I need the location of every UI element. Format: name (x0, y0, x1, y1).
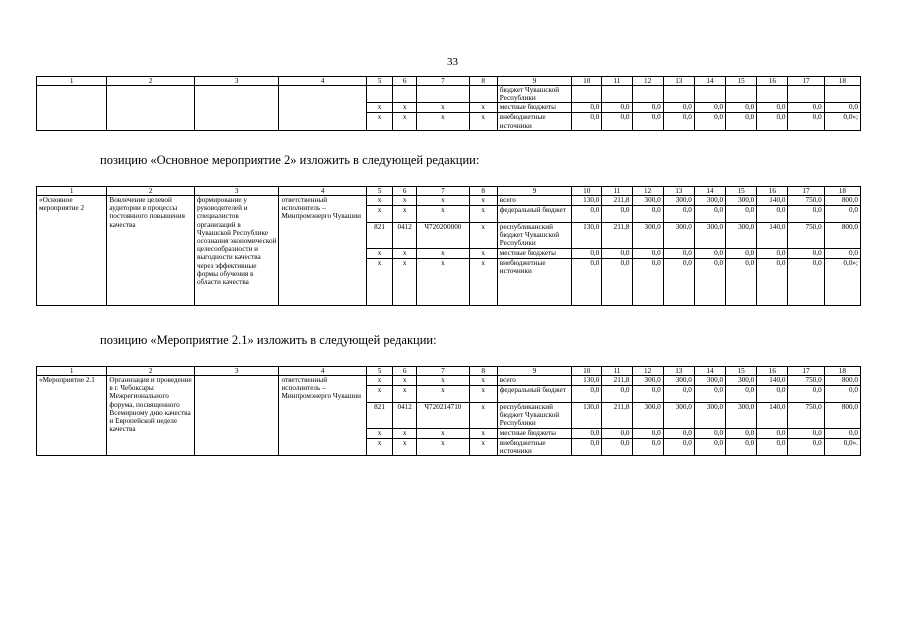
amount-cell: 300,0 (694, 376, 725, 386)
column-number-row (37, 77, 861, 86)
funding-source-cell: республиканский бюджет Чувашской Республики (497, 223, 571, 249)
kbk-target-code-cell: x (417, 376, 469, 386)
column-number: 11 (602, 77, 632, 86)
column-number: 14 (694, 367, 725, 376)
column-number: 4 (279, 77, 367, 86)
kbk-gov-code-cell: x (366, 248, 392, 258)
column-number: 9 (497, 187, 571, 196)
amount-cell: 0,0 (788, 103, 824, 113)
amount-cell: 0,0 (572, 248, 602, 258)
kbk-gov-code-cell (366, 86, 392, 103)
kbk-section-cell: x (393, 386, 417, 403)
kbk-target-code-cell: x (417, 386, 469, 403)
amount-cell: 0,0 (788, 258, 824, 305)
column-number: 9 (497, 77, 571, 86)
activity-goal-cell: формирование у руководителей и специалистов организаций в Чувашской Республике осознания экономической целесообразности и выгодности качества через эффективные формы обучения в области качества (194, 196, 279, 306)
amount-cell: 0,0 (694, 206, 725, 223)
activity-name-cell: «Основное мероприятие 2 (37, 196, 107, 306)
kbk-target-code-cell: Ч720214710 (417, 403, 469, 429)
column-number: 14 (694, 77, 725, 86)
column-number: 4 (279, 367, 367, 376)
column-number: 11 (602, 367, 632, 376)
kbk-target-code-cell: x (417, 113, 469, 130)
amount-cell: 300,0 (632, 376, 663, 386)
amount-cell: 0,0 (726, 386, 757, 403)
amount-cell: 0,0 (694, 428, 725, 438)
responsible-executor-cell: ответственный исполнитель – Минпромэнерго Чувашии (279, 196, 367, 306)
column-number: 8 (469, 77, 497, 86)
amount-cell: 750,0 (788, 376, 824, 386)
column-number: 5 (366, 77, 392, 86)
amount-cell: 0,0 (694, 248, 725, 258)
amount-cell: 130,0 (572, 376, 602, 386)
kbk-expense-type-cell: x (469, 103, 497, 113)
column-number: 2 (107, 77, 195, 86)
kbk-expense-type-cell: x (469, 248, 497, 258)
amount-cell (757, 86, 788, 103)
amount-cell: 211,8 (602, 403, 632, 429)
empty-cell (107, 86, 195, 131)
amount-cell: 0,0 (572, 103, 602, 113)
amount-cell: 300,0 (663, 196, 694, 206)
kbk-expense-type-cell: x (469, 206, 497, 223)
amount-cell: 0,0 (572, 438, 602, 455)
amount-cell (572, 86, 602, 103)
column-number: 7 (417, 77, 469, 86)
amount-cell: 0,0 (726, 258, 757, 305)
budget-table-main-activity-2 (36, 186, 861, 306)
amount-cell: 300,0 (663, 403, 694, 429)
column-number: 16 (757, 187, 788, 196)
amount-cell: 0,0 (572, 428, 602, 438)
column-number-row (37, 367, 861, 376)
funding-source-cell: всего (497, 196, 571, 206)
kbk-gov-code-cell: x (366, 438, 392, 455)
amount-cell: 0,0 (632, 113, 663, 130)
funding-source-cell: всего (497, 376, 571, 386)
column-number: 7 (417, 187, 469, 196)
amount-cell: 800,0 (824, 376, 860, 386)
amount-cell: 130,0 (572, 403, 602, 429)
amount-cell: 300,0 (694, 223, 725, 249)
column-number: 15 (726, 77, 757, 86)
kbk-section-cell: x (393, 258, 417, 305)
column-number: 13 (663, 367, 694, 376)
kbk-section-cell: 0412 (393, 403, 417, 429)
amount-cell: 300,0 (694, 196, 725, 206)
column-number: 6 (393, 187, 417, 196)
amount-cell: 0,0 (757, 386, 788, 403)
kbk-section-cell: x (393, 428, 417, 438)
amount-cell: 0,0 (572, 113, 602, 130)
amount-cell (632, 86, 663, 103)
kbk-expense-type-cell: x (469, 386, 497, 403)
kbk-expense-type-cell: x (469, 223, 497, 249)
column-number: 5 (366, 367, 392, 376)
amount-cell: 300,0 (726, 223, 757, 249)
activity-title-cell: Вовлечение целевой аудитории в процессы постоянного повышения качества (107, 196, 195, 306)
kbk-expense-type-cell: x (469, 438, 497, 455)
amount-cell: 0,0 (602, 386, 632, 403)
kbk-expense-type-cell: x (469, 428, 497, 438)
amount-cell (602, 86, 632, 103)
kbk-section-cell: x (393, 206, 417, 223)
amount-cell: 0,0 (788, 438, 824, 455)
column-number: 7 (417, 367, 469, 376)
amount-cell: 300,0 (663, 223, 694, 249)
amount-cell (824, 86, 860, 103)
heading-main-activity-2: позицию «Основное мероприятие 2» изложить в следующей редакции: (100, 153, 480, 167)
amount-cell: 0,0 (726, 103, 757, 113)
amount-cell (663, 86, 694, 103)
kbk-target-code-cell: x (417, 438, 469, 455)
amount-cell: 0,0 (726, 428, 757, 438)
column-number: 2 (107, 367, 195, 376)
column-number: 13 (663, 77, 694, 86)
amount-cell: 0,0 (602, 103, 632, 113)
activity-title-cell: Организация и проведение в г. Чебоксары Межрегионального форума, посвященного Всемирному дню качества и Европейской неделе качества (107, 376, 195, 456)
amount-cell: 800,0 (824, 196, 860, 206)
amount-cell: 0,0 (663, 258, 694, 305)
column-number-row (37, 187, 861, 196)
amount-cell: 140,0 (757, 403, 788, 429)
column-number: 3 (194, 367, 279, 376)
heading-activity-2-1: позицию «Мероприятие 2.1» изложить в следующей редакции: (100, 333, 437, 347)
amount-cell: 0,0 (694, 113, 725, 130)
amount-cell: 0,0 (632, 386, 663, 403)
empty-cell (194, 86, 279, 131)
kbk-expense-type-cell: x (469, 113, 497, 130)
column-number: 10 (572, 187, 602, 196)
funding-source-cell: внебюджетные источники (497, 258, 571, 305)
column-number: 15 (726, 187, 757, 196)
amount-cell: 211,8 (602, 376, 632, 386)
amount-cell: 0,0 (726, 438, 757, 455)
amount-cell: 750,0 (788, 196, 824, 206)
amount-cell: 0,0 (757, 113, 788, 130)
column-number: 16 (757, 367, 788, 376)
amount-cell: 130,0 (572, 196, 602, 206)
kbk-target-code-cell: Ч720200000 (417, 223, 469, 249)
column-number: 6 (393, 77, 417, 86)
amount-cell: 0,0 (694, 438, 725, 455)
activity-name-cell: «Мероприятие 2.1 (37, 376, 107, 456)
amount-cell: 0,0 (726, 206, 757, 223)
amount-cell: 0,0 (757, 206, 788, 223)
kbk-section-cell (393, 86, 417, 103)
kbk-target-code-cell: x (417, 428, 469, 438)
amount-cell: 0,0 (602, 258, 632, 305)
amount-cell: 750,0 (788, 403, 824, 429)
amount-cell: 0,0 (726, 248, 757, 258)
kbk-section-cell: x (393, 376, 417, 386)
amount-cell: 0,0»; (824, 113, 860, 130)
funding-source-cell: федеральный бюджет (497, 386, 571, 403)
table-row (37, 376, 861, 386)
column-number: 6 (393, 367, 417, 376)
column-number: 17 (788, 187, 824, 196)
amount-cell: 0,0 (824, 386, 860, 403)
column-number: 10 (572, 367, 602, 376)
amount-cell: 300,0 (663, 376, 694, 386)
column-number: 14 (694, 187, 725, 196)
kbk-target-code-cell: x (417, 206, 469, 223)
column-number: 12 (632, 187, 663, 196)
column-number: 15 (726, 367, 757, 376)
amount-cell: 800,0 (824, 223, 860, 249)
empty-cell (37, 86, 107, 131)
amount-cell: 300,0 (632, 403, 663, 429)
column-number: 18 (824, 77, 860, 86)
amount-cell: 0,0 (757, 248, 788, 258)
kbk-target-code-cell: x (417, 103, 469, 113)
budget-table-activity-2-1 (36, 366, 861, 456)
column-number: 5 (366, 187, 392, 196)
amount-cell: 130,0 (572, 223, 602, 249)
column-number: 4 (279, 187, 367, 196)
amount-cell (694, 86, 725, 103)
amount-cell: 140,0 (757, 223, 788, 249)
amount-cell: 0,0 (694, 258, 725, 305)
amount-cell: 0,0 (757, 258, 788, 305)
amount-cell: 0,0 (824, 428, 860, 438)
amount-cell: 0,0 (788, 113, 824, 130)
amount-cell: 0,0 (663, 113, 694, 130)
amount-cell: 0,0 (824, 248, 860, 258)
kbk-gov-code-cell: x (366, 376, 392, 386)
kbk-gov-code-cell: x (366, 103, 392, 113)
funding-source-cell: местные бюджеты (497, 103, 571, 113)
column-number: 12 (632, 77, 663, 86)
amount-cell: 140,0 (757, 376, 788, 386)
amount-cell: 300,0 (726, 196, 757, 206)
amount-cell: 300,0 (726, 376, 757, 386)
amount-cell: 0,0 (757, 428, 788, 438)
column-number: 8 (469, 367, 497, 376)
column-number: 18 (824, 187, 860, 196)
amount-cell: 0,0 (602, 438, 632, 455)
empty-cell (279, 86, 367, 131)
amount-cell: 0,0 (726, 113, 757, 130)
amount-cell: 0,0 (788, 206, 824, 223)
column-number: 10 (572, 77, 602, 86)
amount-cell: 750,0 (788, 223, 824, 249)
kbk-target-code-cell: x (417, 258, 469, 305)
kbk-expense-type-cell: x (469, 403, 497, 429)
amount-cell: 211,8 (602, 196, 632, 206)
amount-cell: 0,0». (824, 438, 860, 455)
amount-cell: 300,0 (632, 196, 663, 206)
kbk-gov-code-cell: x (366, 386, 392, 403)
kbk-gov-code-cell: x (366, 258, 392, 305)
amount-cell: 0,0»; (824, 258, 860, 305)
kbk-section-cell: x (393, 248, 417, 258)
amount-cell: 800,0 (824, 403, 860, 429)
amount-cell: 0,0 (757, 438, 788, 455)
amount-cell: 300,0 (726, 403, 757, 429)
amount-cell: 0,0 (572, 386, 602, 403)
column-number: 12 (632, 367, 663, 376)
kbk-expense-type-cell: x (469, 258, 497, 305)
amount-cell: 0,0 (602, 113, 632, 130)
kbk-section-cell: 0412 (393, 223, 417, 249)
amount-cell: 0,0 (663, 428, 694, 438)
kbk-target-code-cell (417, 86, 469, 103)
kbk-gov-code-cell: 821 (366, 223, 392, 249)
column-number: 18 (824, 367, 860, 376)
column-number: 1 (37, 367, 107, 376)
amount-cell: 0,0 (632, 428, 663, 438)
column-number: 16 (757, 77, 788, 86)
column-number: 17 (788, 367, 824, 376)
amount-cell: 0,0 (788, 386, 824, 403)
kbk-section-cell: x (393, 196, 417, 206)
amount-cell: 211,8 (602, 223, 632, 249)
funding-source-cell: местные бюджеты (497, 428, 571, 438)
amount-cell: 0,0 (663, 103, 694, 113)
responsible-executor-cell: ответственный исполнитель – Минпромэнерго Чувашии (279, 376, 367, 456)
table-row (37, 196, 861, 206)
funding-source-cell: республиканский бюджет Чувашской Республики (497, 403, 571, 429)
amount-cell: 0,0 (824, 103, 860, 113)
budget-table-continuation (36, 76, 861, 131)
amount-cell: 0,0 (788, 428, 824, 438)
amount-cell: 0,0 (572, 258, 602, 305)
amount-cell: 0,0 (757, 103, 788, 113)
amount-cell: 0,0 (788, 248, 824, 258)
column-number: 1 (37, 77, 107, 86)
funding-source-cell: внебюджетные источники (497, 438, 571, 455)
amount-cell (726, 86, 757, 103)
activity-goal-cell (194, 376, 279, 456)
kbk-expense-type-cell (469, 86, 497, 103)
column-number: 9 (497, 367, 571, 376)
amount-cell: 0,0 (602, 428, 632, 438)
amount-cell: 0,0 (632, 258, 663, 305)
kbk-section-cell: x (393, 438, 417, 455)
column-number: 11 (602, 187, 632, 196)
funding-source-cell: внебюджетные источники (497, 113, 571, 130)
amount-cell (788, 86, 824, 103)
amount-cell: 0,0 (663, 386, 694, 403)
kbk-gov-code-cell: x (366, 206, 392, 223)
amount-cell: 0,0 (632, 438, 663, 455)
table-row (37, 86, 861, 103)
kbk-gov-code-cell: x (366, 113, 392, 130)
amount-cell: 0,0 (602, 248, 632, 258)
funding-source-cell: федеральный бюджет (497, 206, 571, 223)
amount-cell: 0,0 (602, 206, 632, 223)
column-number: 13 (663, 187, 694, 196)
column-number: 1 (37, 187, 107, 196)
kbk-section-cell: x (393, 103, 417, 113)
page-number: 33 (447, 56, 458, 68)
column-number: 8 (469, 187, 497, 196)
column-number: 17 (788, 77, 824, 86)
kbk-expense-type-cell: x (469, 376, 497, 386)
amount-cell: 0,0 (663, 248, 694, 258)
kbk-target-code-cell: x (417, 248, 469, 258)
funding-source-cell: местные бюджеты (497, 248, 571, 258)
amount-cell: 0,0 (824, 206, 860, 223)
amount-cell: 0,0 (694, 386, 725, 403)
column-number: 2 (107, 187, 195, 196)
kbk-section-cell: x (393, 113, 417, 130)
kbk-target-code-cell: x (417, 196, 469, 206)
funding-source-cell: бюджет Чувашской Республики (497, 86, 571, 103)
amount-cell: 300,0 (632, 223, 663, 249)
amount-cell: 0,0 (663, 438, 694, 455)
kbk-gov-code-cell: x (366, 196, 392, 206)
amount-cell: 0,0 (663, 206, 694, 223)
column-number: 3 (194, 77, 279, 86)
amount-cell: 0,0 (632, 206, 663, 223)
kbk-gov-code-cell: 821 (366, 403, 392, 429)
amount-cell: 140,0 (757, 196, 788, 206)
kbk-gov-code-cell: x (366, 428, 392, 438)
amount-cell: 0,0 (632, 248, 663, 258)
amount-cell: 0,0 (694, 103, 725, 113)
kbk-expense-type-cell: x (469, 196, 497, 206)
amount-cell: 0,0 (632, 103, 663, 113)
column-number: 3 (194, 187, 279, 196)
amount-cell: 0,0 (572, 206, 602, 223)
amount-cell: 300,0 (694, 403, 725, 429)
